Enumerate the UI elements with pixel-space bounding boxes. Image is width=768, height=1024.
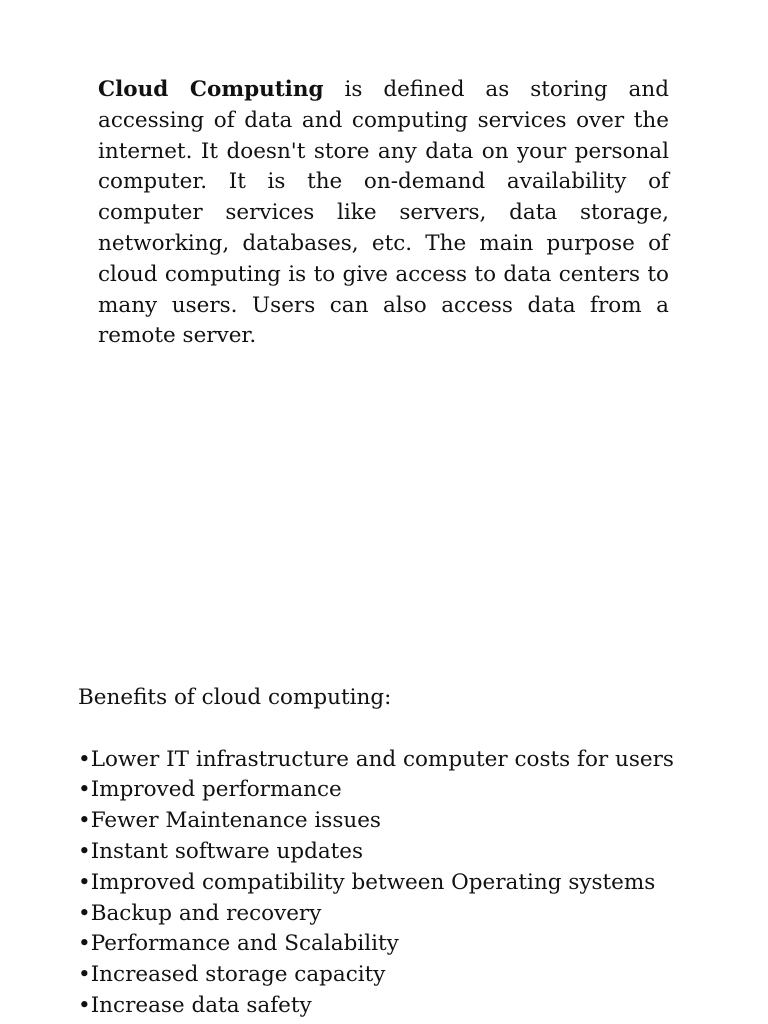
benefit-text: Instant software updates [90, 838, 364, 864]
benefits-section [78, 683, 718, 1022]
benefit-text: Increased storage capacity [90, 962, 386, 988]
benefit-item [78, 899, 718, 930]
bullet-marker: • [78, 746, 91, 772]
bullet-marker: • [78, 838, 91, 864]
intro-paragraph [98, 75, 669, 352]
benefit-item [78, 775, 718, 806]
benefit-item [78, 991, 718, 1022]
benefit-text: Fewer Maintenance issues [90, 808, 381, 834]
intro-term: Cloud Computing [98, 77, 324, 102]
benefit-text: Improved performance [90, 777, 342, 803]
benefit-item [78, 868, 718, 899]
benefit-item [78, 929, 718, 960]
bullet-marker: • [78, 777, 91, 803]
benefit-item [78, 960, 718, 991]
bullet-marker: • [78, 869, 91, 895]
bullet-marker: • [78, 900, 91, 926]
benefit-text: Lower IT infrastructure and computer costs for users [90, 746, 674, 772]
benefit-text: Backup and recovery [90, 900, 322, 926]
benefits-list [78, 745, 718, 1022]
benefit-item [78, 806, 718, 837]
benefit-text: Increase data safety [90, 992, 312, 1018]
benefit-text: Improved compatibility between Operating systems [90, 869, 656, 895]
bullet-marker: • [78, 962, 91, 988]
benefit-item [78, 837, 718, 868]
bullet-marker: • [78, 808, 91, 834]
bullet-marker: • [78, 992, 91, 1018]
intro-text: is defined as storing and accessing of data and computing services over the internet. It doesn't store any data on your personal computer. It is the on-demand availability of computer services like servers, data storage, networking, databases, etc. The main purpose of cloud computing is to give access to data centers to many users. Users can also access data from a remote server. [98, 77, 669, 349]
benefits-heading: Benefits of cloud computing: [78, 685, 392, 710]
benefit-text: Performance and Scalability [90, 931, 399, 957]
benefit-item [78, 745, 718, 776]
bullet-marker: • [78, 931, 91, 957]
